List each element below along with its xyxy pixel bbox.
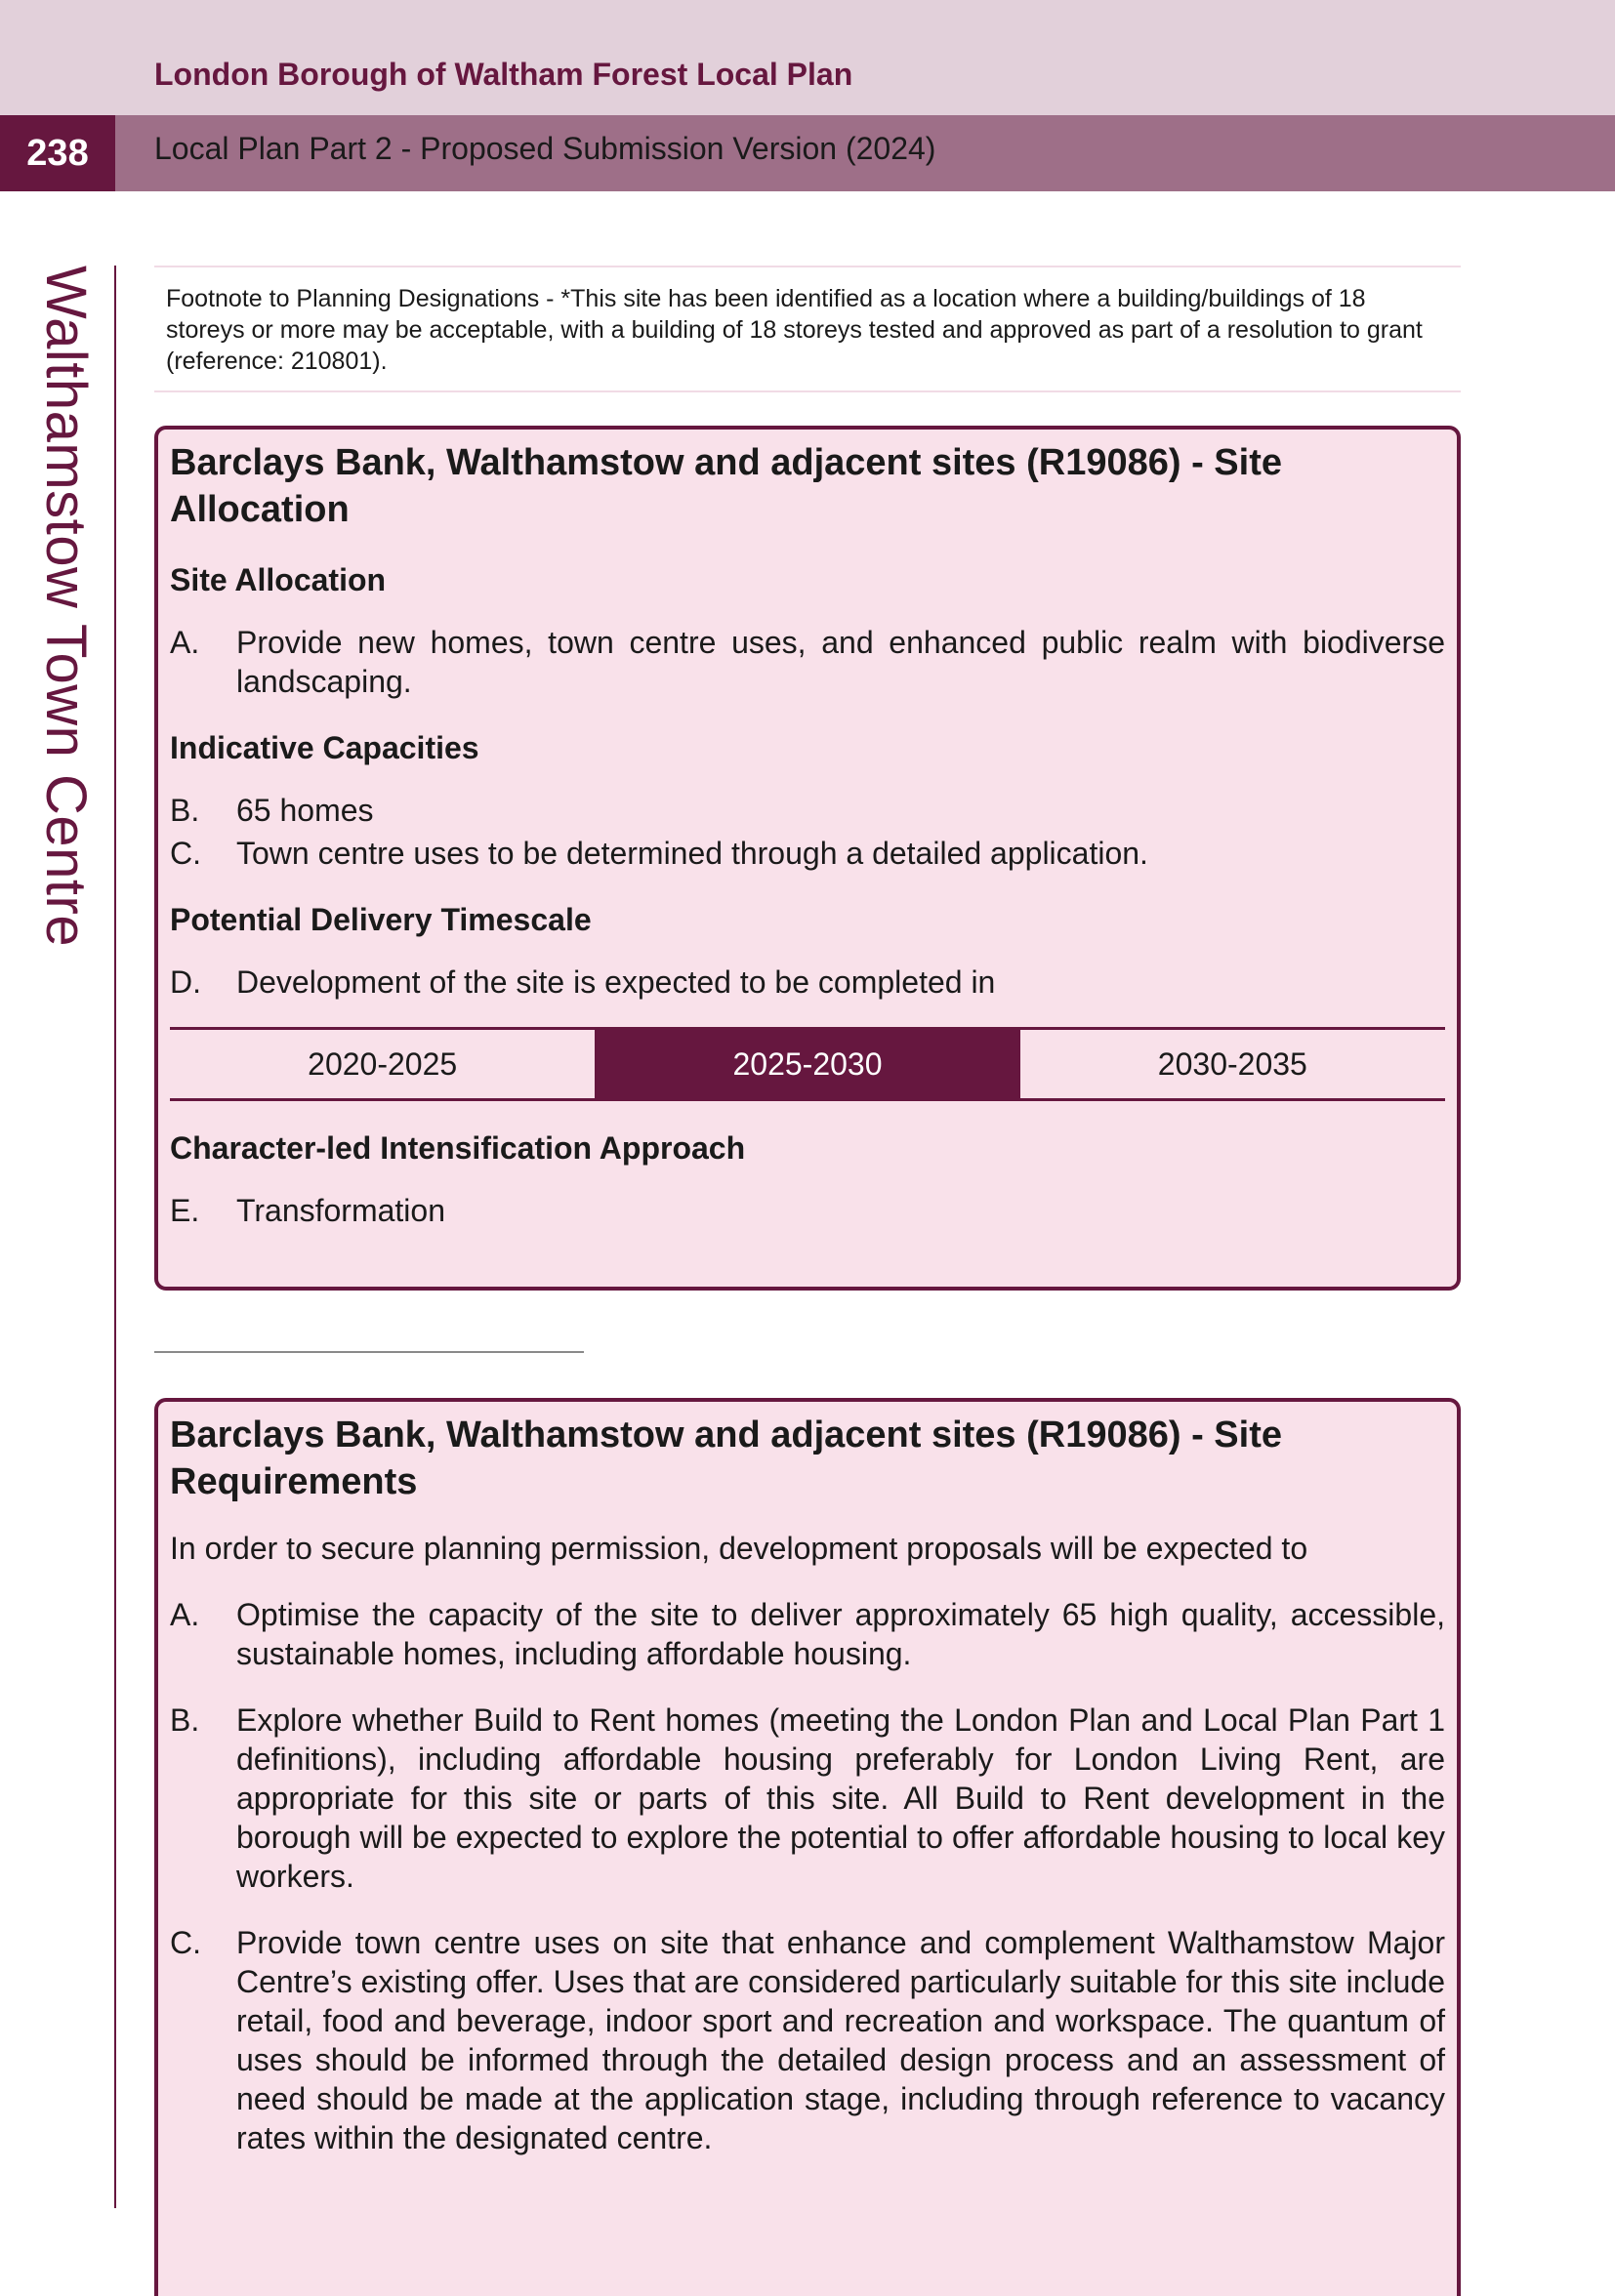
- footnote: [154, 266, 1461, 392]
- timescale-heading: Potential Delivery Timescale: [170, 902, 592, 937]
- footnote-text: Footnote to Planning Designations - *This site has been identified as a location where a building/buildings of 18 storeys or more may be acceptable, with a building of 18 storeys tested and approved as part of a resolution to grant (reference: 210801).: [166, 285, 1423, 375]
- item-text: Development of the site is expected to be completed in: [236, 964, 996, 1000]
- list-item: [170, 1595, 1445, 1673]
- list-item: [170, 963, 1445, 1002]
- header-subband: [0, 115, 1615, 191]
- capacities-heading: Indicative Capacities: [170, 730, 479, 765]
- list-item: [170, 1923, 1445, 2157]
- timeline-period-3: 2030-2035: [1157, 1046, 1307, 1082]
- timeline-period-1: 2020-2025: [308, 1046, 458, 1082]
- list-item: [170, 791, 1445, 830]
- list-item: [170, 1191, 1445, 1230]
- header-band: [0, 0, 1615, 115]
- item-letter: E.: [170, 1193, 200, 1228]
- item-text: Provide new homes, town centre uses, and enhanced public realm with biodiverse landscaping.: [236, 625, 1445, 699]
- item-letter: B.: [170, 793, 200, 828]
- page-number: 238: [0, 115, 115, 191]
- site-allocation-title: Barclays Bank, Walthamstow and adjacent sites (R19086) - Site Allocation: [170, 442, 1282, 530]
- approach-heading: Character-led Intensification Approach: [170, 1130, 746, 1166]
- item-letter: D.: [170, 964, 201, 1000]
- document-subtitle: Local Plan Part 2 - Proposed Submission Version (2024): [154, 131, 936, 166]
- item-text: Optimise the capacity of the site to deliver approximately 65 high quality, accessible, sustainable homes, including affordable housing.: [236, 1597, 1445, 1671]
- list-item: [170, 1701, 1445, 1896]
- item-text: 65 homes: [236, 793, 374, 828]
- item-letter: C.: [170, 1925, 201, 1960]
- section-side-title: Walthamstow Town Centre: [34, 266, 98, 948]
- item-text: Provide town centre uses on site that enhance and complement Walthamstow Major Centre’s existing offer. Uses that are considered particularly suitable for this site include retail, food and beverage, indoor sport and recreation and workspace. The quantum of uses should be informed through the detailed design process and an assessment of need should be made at the application stage, including through reference to vacancy rates within the designated centre.: [236, 1925, 1445, 2155]
- site-allocation-heading: Site Allocation: [170, 562, 387, 597]
- document-title: London Borough of Waltham Forest Local Plan: [154, 57, 853, 92]
- list-item: [170, 834, 1445, 873]
- requirements-intro: In order to secure planning permission, development proposals will be expected to: [170, 1531, 1308, 1566]
- side-divider: [114, 266, 116, 2208]
- item-letter: C.: [170, 836, 201, 871]
- section-separator: [154, 1351, 584, 1353]
- delivery-timeline: [170, 1027, 1445, 1101]
- site-requirements-panel: [154, 1398, 1461, 2296]
- site-allocation-panel: [154, 426, 1461, 1291]
- site-requirements-title: Barclays Bank, Walthamstow and adjacent sites (R19086) - Site Requirements: [170, 1414, 1282, 1502]
- item-letter: B.: [170, 1702, 200, 1738]
- timeline-period-2-selected: 2025-2030: [595, 1030, 1019, 1098]
- item-text: Transformation: [236, 1193, 445, 1228]
- item-text: Town centre uses to be determined through a detailed application.: [236, 836, 1148, 871]
- item-text: Explore whether Build to Rent homes (meeting the London Plan and Local Plan Part 1 definitions), including affordable housing preferably for London Living Rent, are appropriate for this site or parts of this site. All Build to Rent development in the borough will be expected to explore the potential to offer affordable housing to local key workers.: [236, 1702, 1445, 1894]
- item-letter: A.: [170, 625, 200, 660]
- list-item: [170, 623, 1445, 701]
- item-letter: A.: [170, 1597, 200, 1632]
